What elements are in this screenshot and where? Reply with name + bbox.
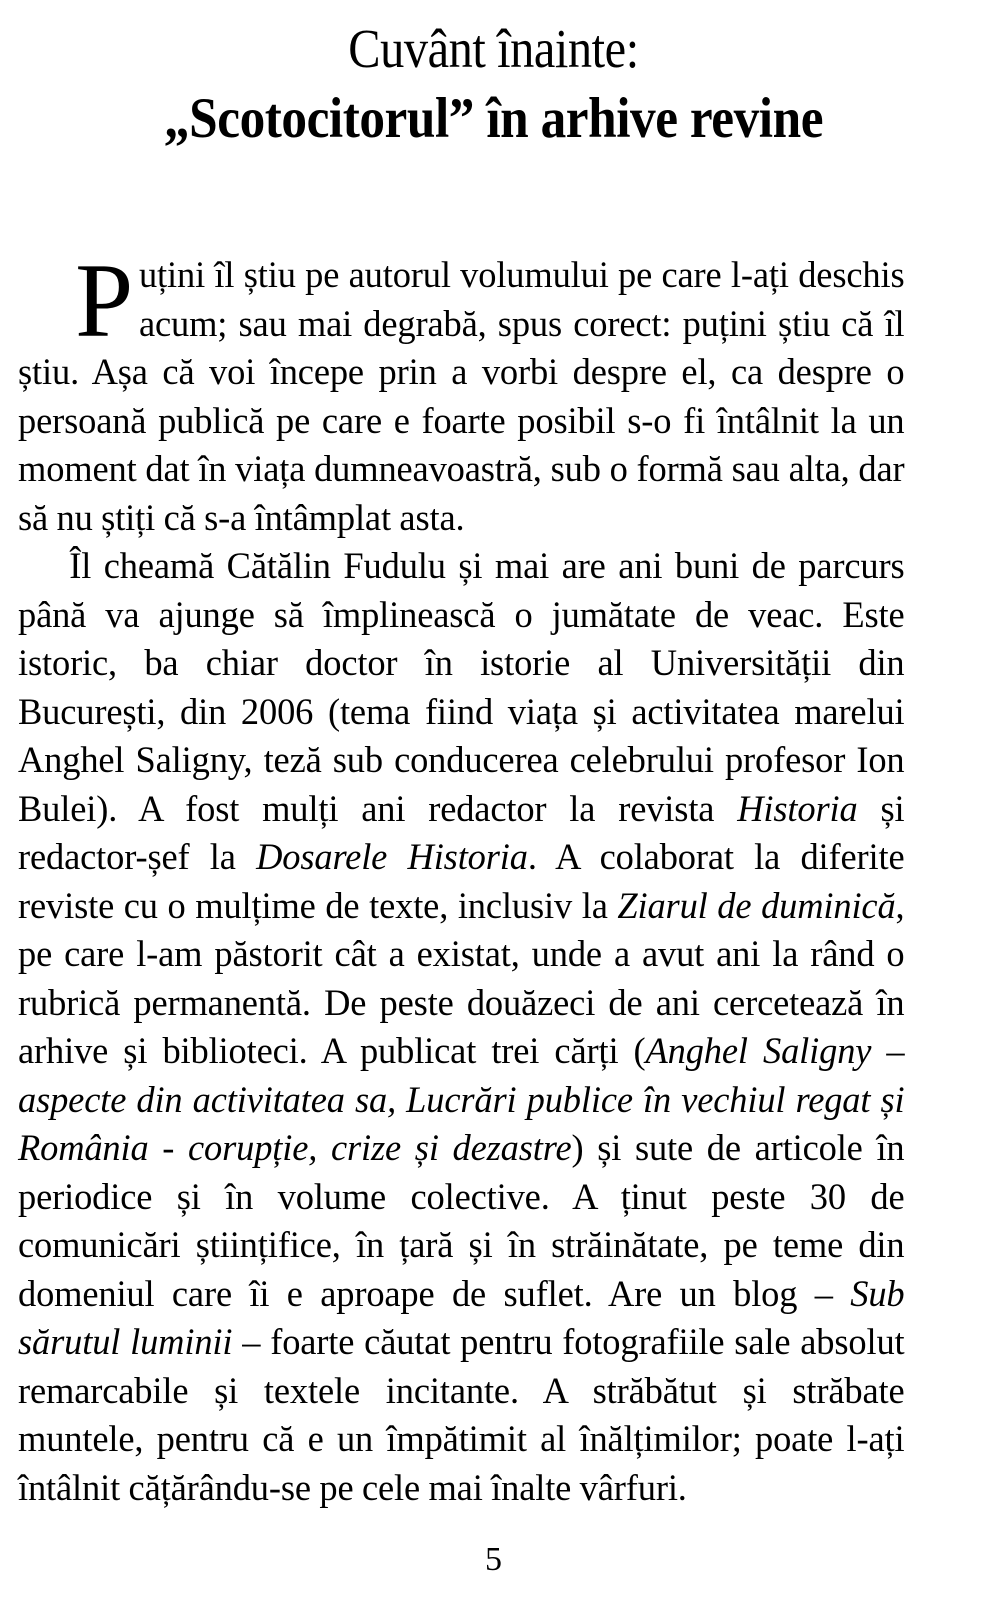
title-line-primary: Cuvânt înainte:: [348, 18, 639, 79]
paragraph-2: [18, 543, 905, 1513]
page-number: 5: [485, 1541, 502, 1578]
magazine-title-dosarele-historia: Dosarele Historia: [256, 837, 528, 878]
paragraph-2-segment-3: . A colaborat la diferite reviste cu o mulțime de texte, inclusiv la: [18, 837, 905, 927]
blog-title-sub-sarutul-luminii: Sub sărutul luminii: [18, 1273, 905, 1363]
paragraph-2-segment-2: și redactor-șef la: [18, 788, 905, 878]
magazine-title-historia: Historia: [737, 788, 858, 830]
book-titles-list: Anghel Saligny – aspecte din activitatea sa, Lucrări publice în vechiul regat și România - corupție, crize și dezastre: [18, 1031, 905, 1169]
page-title: [0, 16, 987, 154]
paragraph-1-text: uțini îl știu pe autorul volumului pe care l-ați deschis acum; sau mai degrabă, spus corect: puțini știu că îl știu. Așa că voi începe prin a vorbi despre el, ca despre o persoană publică pe care e foarte posibil s-o fi întâlnit la un moment dat în viața dumneavoastră, sub o formă sau alta, dar să nu știți că s-a întâmplat asta.: [18, 255, 905, 539]
publication-title-ziarul-de-duminica: Ziarul de duminică: [617, 885, 896, 927]
paragraph-2-segment-6: – foarte căutat pentru fotografiile sale absolut remarcabile și textele incitante. A străbătut și străbate muntele, pentru că e un împătimit al înălțimilor; poate l-ați întâlnit cățărându-se pe cele mai înalte vârfuri.: [18, 1322, 905, 1509]
title-line-secondary: „Scotocitorul” în arhive revine: [163, 87, 824, 150]
paragraph-2-segment-1: Îl cheamă Cătălin Fudulu și mai are ani buni de parcurs până va ajunge să împlinească o jumătate de veac. Este istoric, ba chiar doctor în istorie al Universității din București, din 2006 (tema fiind viața și activitatea marelui Anghel Saligny, teză sub conducerea celebrului profesor Ion Bulei). A fost mulți ani redactor la revista: [18, 546, 905, 830]
drop-cap: P: [75, 242, 134, 359]
paragraph-1: [18, 242, 905, 543]
paragraph-2-segment-5: ) și sute de articole în periodice și în volume colective. A ținut peste 30 de comunicări științifice, în țară și în străinătate, pe teme din domeniul care îi e aproape de suflet. Are un blog –: [18, 1128, 905, 1315]
paragraph-2-segment-4: , pe care l-am păstorit cât a existat, unde a avut ani la rând o rubrică permanentă. De peste douăzeci de ani cercetează în arhive și biblioteci. A publicat trei cărți (: [18, 885, 905, 1072]
body-text: [18, 242, 918, 1513]
